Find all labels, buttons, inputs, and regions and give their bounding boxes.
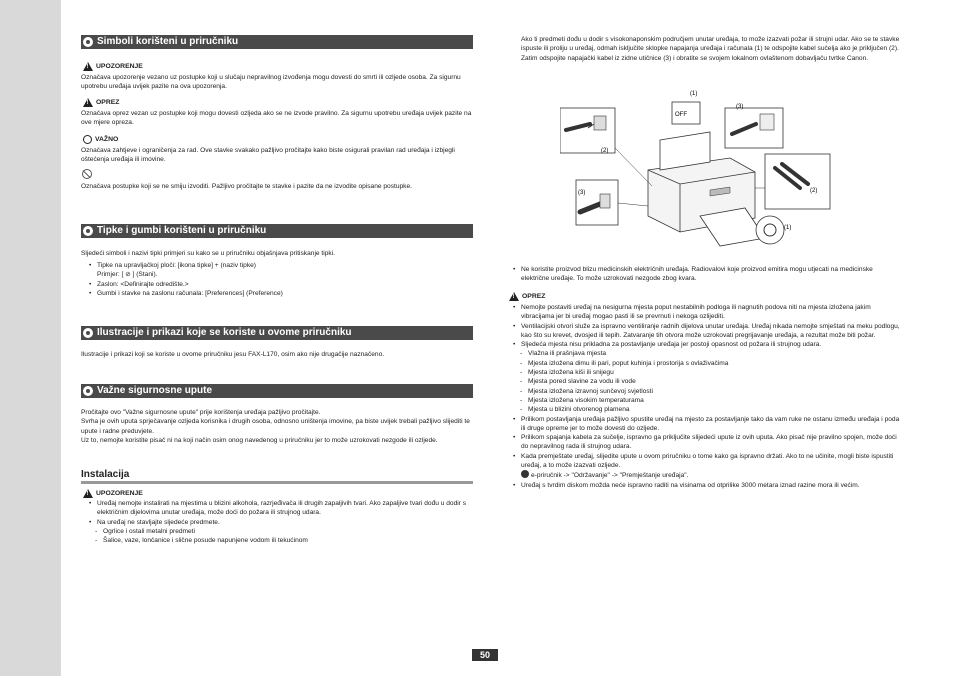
section-heading-simboli: Simboli korišteni u priručniku <box>81 35 473 49</box>
oprez-label: ! OPREZ <box>83 98 119 107</box>
section-bullet-icon <box>83 37 93 47</box>
caution-icon <box>509 292 519 301</box>
list-item: - Vlažna ili prašnjava mjesta <box>520 349 902 358</box>
right-oprez-list <box>513 303 902 490</box>
instalacija-list <box>89 499 473 545</box>
svg-text:OFF: OFF <box>675 112 687 118</box>
section-bullet-icon <box>83 386 93 396</box>
page-number: 50 <box>472 649 498 661</box>
vazno-label: VAŽNO <box>83 135 118 144</box>
oprez-text: Označava oprez vezan uz postupke koji mogu dovesti ozljeda ako se ne izvode pravilno. Za sigurnu upotrebu uređaja uvijek pazite na ove mjere opreza. <box>81 110 472 127</box>
vazno-text: Označava zahtjeve i ograničenja za rad. Ove stavke svakako pažljivo pročitajte kako biste osigurali pravilan rad uređaja i izbjegli oštećenja uređaja ili imovine. <box>81 147 455 164</box>
important-icon <box>83 135 92 144</box>
list-item: - Mjesta izložena izravnoj sunčevoj svjetlosti <box>520 387 902 396</box>
list-item: • Uređaj nemojte instalirati na mjestima u blizini alkohola, razrjeđivača ili drugih zapaljivih tvari. Ako zapaljive tvari dođu u dodir s električnim dijelovima unutar uređaja, može doći do požara ili strujnog udara. <box>89 499 473 518</box>
section-heading-ilustracije: Ilustracije i prikazi koje se koriste u ovome priručniku <box>81 326 473 340</box>
right-oprez-label: ! OPREZ <box>509 292 545 301</box>
list-item: • Tipke na upravljačkoj ploči: [ikona tipke] + (naziv tipke) Primjer: [ ⊘ ] (Stani). <box>89 261 473 280</box>
svg-text:(1): (1) <box>690 91 698 97</box>
list-item: • Sljedeća mjesta nisu prikladna za postavljanje uređaja jer postoji opasnost od požara ili strujnog udara. <box>513 340 902 349</box>
warning-icon <box>83 489 93 498</box>
right-bullet1 <box>513 265 902 284</box>
list-item: - Mjesta izložena dimu ili pari, poput kuhinja i prostorija s ovlaživačima <box>520 359 902 368</box>
printer-illustration <box>560 88 835 248</box>
list-item: • Nemojte postaviti uređaj na nesigurna mjesta poput nestabilnih podloga ili nagnutih podova niti na mjesta izložena jakim vibracijama jer bi uređaj mogao pasti ili se prevrnuti i nekoga ozlijediti. <box>513 303 902 322</box>
reference-link[interactable]: e-priručnik -> "Održavanje" -> "Premještanje uređaja". <box>531 472 689 480</box>
list-item: • Prilikom spajanja kabela za sučelje, ispravno ga priključite slijedeći upute iz ovih uputa. Ako pisač nije pravilno spojen, može doći do nepravilnog rada ili strujnog udara. <box>513 433 902 452</box>
list-item: - Mjesta izložena visokim temperaturama <box>520 396 902 405</box>
list-item: - Mjesta izložena kiši ili snijegu <box>520 368 902 377</box>
list-item: • Na uređaj ne stavljajte sljedeće predmete. <box>89 518 473 527</box>
list-item: • Uređaj s tvrdim diskom možda neće ispravno raditi na visinama od otprilike 3000 metara iznad razine mora ili većim. <box>513 481 902 490</box>
prohibited-icon <box>82 169 92 179</box>
list-item: • Ventilacijski otvori služe za ispravno ventiliranje radnih dijelova unutar uređaja. Uređaj nikada nemojte smještati na meku podlogu, kao što su krevet, dvosjed ili tepih. Zatvaranje tih otvora može uzrokovati pregrijavanje uređaja, a rezultat može biti požar. <box>513 322 902 341</box>
section-heading-sigurnosne: Važne sigurnosne upute <box>81 384 473 398</box>
tipke-list <box>89 261 473 298</box>
list-item: • Gumbi i stavke na zaslonu računala: [Preferences] (Preference) <box>89 289 473 298</box>
warning-icon <box>83 62 93 71</box>
ilustracije-text: Ilustracije i prikazi koji se koriste u ovome priručniku jesu FAX-L170, osim ako nije drugačije naznačeno. <box>81 351 385 358</box>
svg-text:(3): (3) <box>736 104 744 110</box>
list-item: • Prilikom postavljanja uređaja pažljivo spustite uređaj na mjesto za postavljanje tako da vam ruke ne ostanu između uređaja i poda ili druge opreme jer to može dovesti do ozljede. <box>513 415 902 434</box>
section-bullet-icon <box>83 226 93 236</box>
reference-icon <box>521 470 529 478</box>
caution-icon <box>83 98 93 107</box>
instalacija-heading: Instalacija <box>81 469 473 484</box>
list-item: • Kada premještate uređaj, slijedite upute u ovom priručniku o tome kako ga ispravno držati. Ako to ne učinite, mogli biste ispustiti uređaj, a to može izazvati ozljede. e-priručnik -> "Održavanje" -> "Premještanje uređaja". <box>513 452 902 481</box>
list-item: - Ogrlice i ostali metalni predmeti <box>95 527 473 536</box>
instalacija-upozorenje-label: ! UPOZORENJE <box>83 489 143 498</box>
zabrana-text: Označava postupke koji se ne smiju izvoditi. Pažljivo pročitajte te stavke i pazite da ne izvodite opisane postupke. <box>81 183 412 190</box>
svg-text:(3): (3) <box>578 190 586 196</box>
right-intro: Ako ti predmeti dođu u dodir s visokonaponskim područjem unutar uređaja, to može izazvati požar ili strujni udar. Ako se te stavke ispuste ili proliju u uređaj, odmah isključite sklopke napajanja uređaja i računala (1) te odspojite kabel sučelja ako je priključen (2). Zatim odspojite napajački kabel iz zidne utičnice (3) i obratite se svojem lokalnom ovlaštenom dobavljaču tvrtke Canon. <box>521 36 900 62</box>
list-item: - Šalice, vaze, lončanice i slične posude napunjene vodom ili tekućinom <box>95 536 473 545</box>
section-heading-tipke: Tipke i gumbi korišteni u priručniku <box>81 224 473 238</box>
list-item: - Mjesta u blizini otvorenog plamena <box>520 405 902 414</box>
list-item: • Ne koristite proizvod blizu medicinskih električnih uređaja. Radiovalovi koje proizvod emitira mogu utjecati na medicinske električne uređaje. To može uzrokovati nezgode zbog kvara. <box>513 265 902 284</box>
svg-text:(1): (1) <box>784 225 792 231</box>
upozorenje-label: ! UPOZORENJE <box>83 62 143 71</box>
tipke-intro: Sljedeći simboli i nazivi tipki primjeri su kako se u priručniku objašnjava pritiskanje tipki. <box>81 250 335 257</box>
section-bullet-icon <box>83 328 93 338</box>
sigurnosne-text: Pročitajte ovo "Važne sigurnosne upute" prije korištenja uređaja pažljivo pročitajte. Svrha je ovih uputa sprječavanje ozljeda korisnika i drugih osoba, odnosno uništenja imovine, pa biste uvijek trebali pažljivo slijediti te upute i radne preduvjete. Uz to, nemojte koristite pisač ni na koji način osim onog navedenog u priručniku jer to može uzrokovati nezgode ili ozljede. <box>81 409 470 444</box>
list-item: - Mjesta pored slavine za vodu ili vode <box>520 377 902 386</box>
page-sidebar <box>0 0 61 676</box>
list-item: • Zaslon: <Definirajte odredište.> <box>89 280 473 289</box>
svg-text:(2): (2) <box>810 188 818 194</box>
svg-text:(2): (2) <box>601 148 609 154</box>
upozorenje-text: Označava upozorenje vezano uz postupke koji u slučaju nepravilnog izvođenja mogu dovesti do smrti ili ozljede osoba. Za sigurnu upotrebu uređaja uvijek pazite na ova upozorenja. <box>81 74 461 91</box>
